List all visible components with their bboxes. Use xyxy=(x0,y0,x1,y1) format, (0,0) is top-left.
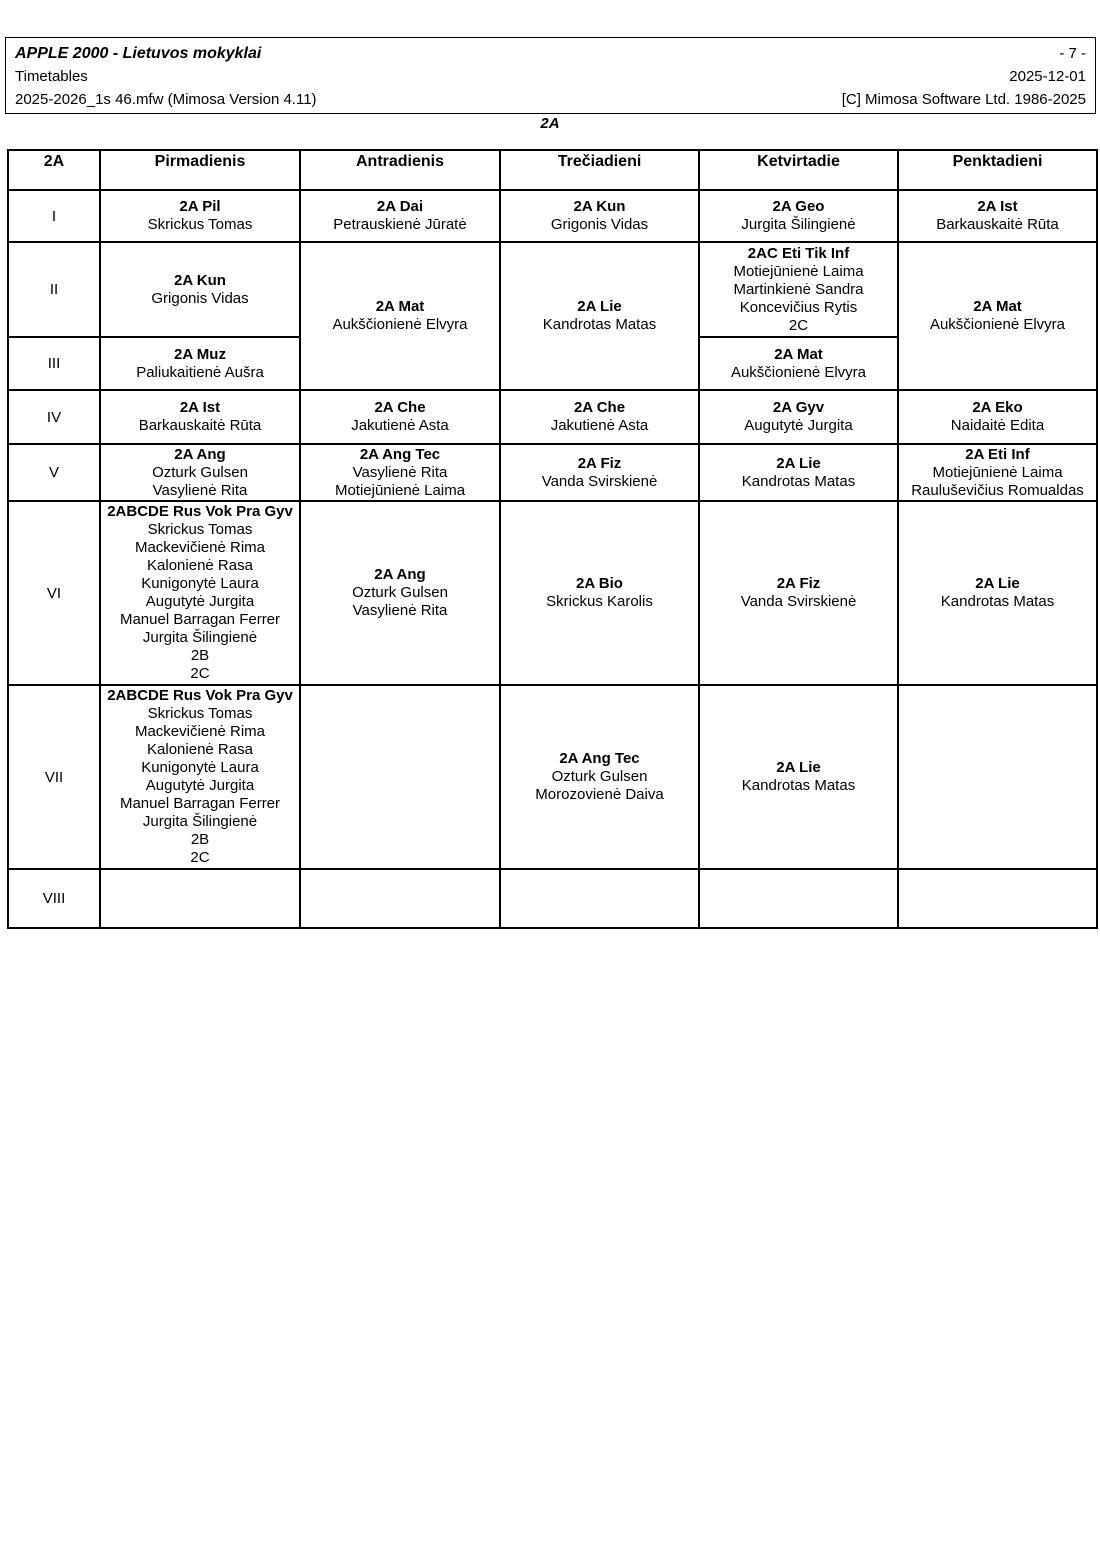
teacher-name: Paliukaitienė Aušra xyxy=(136,363,264,381)
teacher-name: Petrauskienė Jūratė xyxy=(333,216,467,233)
teacher-name: Mackevičienė Rima xyxy=(134,723,266,740)
lesson-title: 2A Pil xyxy=(179,198,221,215)
lesson-title: 2A Che xyxy=(573,399,626,416)
teacher-name: Kalonienė Rasa xyxy=(147,741,253,758)
empty-cell xyxy=(699,869,898,928)
lesson-title: 2A Mat xyxy=(375,298,425,315)
lesson-title: 2A Ang Tec xyxy=(359,445,441,463)
teacher-name: Kunigonytė Laura xyxy=(141,759,259,776)
teacher-name: Skrickus Tomas xyxy=(147,521,253,538)
teacher-name: Ozturk Gulsen xyxy=(152,463,248,481)
teacher-name: Grigonis Vidas xyxy=(550,216,649,233)
report-file-info: 2025-2026_1s 46.mfw (Mimosa Version 4.11) xyxy=(15,91,317,108)
timetable-row xyxy=(8,242,1097,337)
teacher-name: Martinkienė Sandra xyxy=(733,280,864,298)
lesson-title: 2A Kun xyxy=(573,198,626,215)
timetable-cell xyxy=(500,685,699,869)
timetable-cell xyxy=(500,242,699,390)
timetable-row xyxy=(8,501,1097,685)
page-header xyxy=(5,37,1096,114)
timetable-row xyxy=(8,444,1097,501)
lesson-title: 2A Ang xyxy=(174,445,226,463)
teacher-name: 2C xyxy=(190,849,210,866)
teacher-name: 2B xyxy=(190,831,210,848)
timetable-row xyxy=(8,190,1097,242)
lesson-title: 2A Muz xyxy=(174,345,226,363)
page-title: 2A xyxy=(540,115,560,132)
teacher-name: Naidaitė Edita xyxy=(950,417,1045,434)
teacher-name: Jakutienė Asta xyxy=(550,417,649,434)
timetable-cell xyxy=(100,501,300,685)
lesson-title: 2A Fiz xyxy=(577,454,622,472)
lesson-title: 2A Bio xyxy=(576,575,623,592)
teacher-name: Mackevičienė Rima xyxy=(134,539,266,556)
lesson-title: 2A Lie xyxy=(975,575,1020,592)
empty-cell xyxy=(898,869,1097,928)
timetable-cell xyxy=(100,685,300,869)
timetable-cell xyxy=(300,190,500,242)
timetable xyxy=(7,149,1098,929)
timetable-row xyxy=(8,390,1097,444)
page-header-left xyxy=(15,42,317,111)
period-label: VII xyxy=(8,685,100,869)
teacher-name: Rauluševičius Romualdas xyxy=(911,481,1084,499)
lesson-title: 2A Mat xyxy=(774,345,823,363)
empty-cell xyxy=(898,685,1097,869)
timetable-cell xyxy=(898,501,1097,685)
timetable-cell xyxy=(699,685,898,869)
teacher-name: Ozturk Gulsen xyxy=(352,584,448,601)
timetable-cell xyxy=(699,390,898,444)
day-header: Ketvirtadie xyxy=(699,150,898,190)
timetable-cell xyxy=(100,337,300,390)
lesson-title: 2A Ist xyxy=(179,399,221,416)
teacher-name: Motiejūnienė Laima xyxy=(334,481,466,499)
teacher-name: Barkauskaitė Rūta xyxy=(138,417,262,434)
teacher-name: Vanda Svirskienė xyxy=(740,593,857,610)
timetable-cell xyxy=(500,190,699,242)
lesson-title: 2A Eti Inf xyxy=(965,445,1030,463)
lesson-title: 2A Fiz xyxy=(776,575,821,592)
timetable-cell xyxy=(898,444,1097,501)
teacher-name: Aukščionienė Elvyra xyxy=(332,316,468,333)
timetable-cell xyxy=(898,390,1097,444)
timetable-cell xyxy=(300,501,500,685)
lesson-title: 2A Che xyxy=(374,399,426,416)
timetable-cell xyxy=(500,501,699,685)
teacher-name: Augutytė Jurgita xyxy=(744,417,853,434)
teacher-name: Motiejūnienė Laima xyxy=(733,262,864,280)
timetable-cell xyxy=(100,242,300,337)
teacher-name: Vasylienė Rita xyxy=(352,463,448,481)
teacher-name: Augutytė Jurgita xyxy=(145,777,255,794)
timetable-corner-header: 2A xyxy=(8,150,100,190)
teacher-name: Aukščionienė Elvyra xyxy=(730,363,867,381)
teacher-name: Vasylienė Rita xyxy=(152,481,248,499)
lesson-title: 2A Mat xyxy=(973,298,1022,315)
teacher-name: Augutytė Jurgita xyxy=(145,593,255,610)
period-label: VI xyxy=(8,501,100,685)
timetable-cell xyxy=(100,390,300,444)
lesson-title: 2ABCDE Rus Vok Pra Gyv xyxy=(107,687,293,704)
lesson-title: 2A Ang xyxy=(374,566,426,583)
day-header: Penktadieni xyxy=(898,150,1097,190)
timetable-body xyxy=(8,190,1097,928)
empty-cell xyxy=(300,869,500,928)
teacher-name: Ozturk Gulsen xyxy=(551,768,648,785)
report-title: APPLE 2000 - Lietuvos mokyklai xyxy=(15,45,262,62)
teacher-name: Vasylienė Rita xyxy=(352,602,448,619)
teacher-name: Manuel Barragan Ferrer xyxy=(119,795,281,812)
teacher-name: Koncevičius Rytis xyxy=(739,298,858,316)
day-header: Pirmadienis xyxy=(100,150,300,190)
timetable-cell xyxy=(300,444,500,501)
teacher-name: Kandrotas Matas xyxy=(741,472,856,490)
teacher-name: Jurgita Šilingienė xyxy=(741,216,856,233)
timetable-cell xyxy=(300,390,500,444)
period-label: I xyxy=(8,190,100,242)
teacher-name: Jurgita Šilingienė xyxy=(142,813,258,830)
period-label: IV xyxy=(8,390,100,444)
timetable-row xyxy=(8,869,1097,928)
day-header: Trečiadieni xyxy=(500,150,699,190)
period-label: V xyxy=(8,444,100,501)
teacher-name: Vanda Svirskienė xyxy=(541,472,658,490)
timetable-cell xyxy=(699,242,898,337)
timetable-cell xyxy=(500,444,699,501)
empty-cell xyxy=(300,685,500,869)
teacher-name: Skrickus Tomas xyxy=(147,705,253,722)
teacher-name: Grigonis Vidas xyxy=(151,289,249,307)
day-header: Antradienis xyxy=(300,150,500,190)
timetable-cell xyxy=(699,444,898,501)
timetable-cell xyxy=(500,390,699,444)
lesson-title: 2A Geo xyxy=(772,198,825,215)
period-label: VIII xyxy=(8,869,100,928)
lesson-title: 2A Lie xyxy=(776,454,821,472)
teacher-name: 2C xyxy=(190,665,210,682)
timetable-cell xyxy=(100,444,300,501)
teacher-name: Manuel Barragan Ferrer xyxy=(119,611,281,628)
teacher-name: Barkauskaitė Rūta xyxy=(936,216,1059,233)
lesson-title: 2A Eko xyxy=(972,399,1023,416)
lesson-title: 2A Ang Tec xyxy=(559,750,640,767)
page-number: - 7 - xyxy=(1059,45,1086,62)
timetable-cell xyxy=(300,242,500,390)
teacher-name: Skrickus Tomas xyxy=(147,216,253,233)
page-header-right xyxy=(842,42,1086,111)
teacher-name: Motiejūnienė Laima xyxy=(932,463,1063,481)
lesson-title: 2A Kun xyxy=(174,271,226,289)
teacher-name: 2C xyxy=(788,316,809,334)
teacher-name: 2B xyxy=(190,647,210,664)
copyright-notice: [C] Mimosa Software Ltd. 1986-2025 xyxy=(841,91,1086,108)
teacher-name: Kandrotas Matas xyxy=(741,777,856,794)
lesson-title: 2A Lie xyxy=(577,298,622,315)
timetable-cell xyxy=(898,242,1097,390)
period-label: II xyxy=(8,242,100,337)
timetable-cell xyxy=(699,337,898,390)
empty-cell xyxy=(500,869,699,928)
timetable-head xyxy=(8,150,1097,190)
teacher-name: Morozovienė Daiva xyxy=(535,786,664,803)
lesson-title: 2AC Eti Tik Inf xyxy=(747,244,850,262)
period-label: III xyxy=(8,337,100,390)
teacher-name: Kandrotas Matas xyxy=(940,593,1055,610)
lesson-title: 2ABCDE Rus Vok Pra Gyv xyxy=(107,503,293,520)
report-date: 2025-12-01 xyxy=(1009,68,1086,85)
lesson-title: 2A Ist xyxy=(977,198,1018,215)
timetable-header-row xyxy=(8,150,1097,190)
teacher-name: Jakutienė Asta xyxy=(351,417,449,434)
teacher-name: Kunigonytė Laura xyxy=(141,575,259,592)
timetable-cell xyxy=(699,501,898,685)
teacher-name: Aukščionienė Elvyra xyxy=(929,316,1066,333)
timetable-cell xyxy=(699,190,898,242)
teacher-name: Kalonienė Rasa xyxy=(147,557,253,574)
lesson-title: 2A Dai xyxy=(376,198,424,215)
timetable-cell xyxy=(100,190,300,242)
teacher-name: Skrickus Karolis xyxy=(546,593,653,610)
timetable-cell xyxy=(898,190,1097,242)
empty-cell xyxy=(100,869,300,928)
teacher-name: Jurgita Šilingienė xyxy=(142,629,258,646)
lesson-title: 2A Gyv xyxy=(772,399,825,416)
timetable-row xyxy=(8,685,1097,869)
teacher-name: Kandrotas Matas xyxy=(542,316,657,333)
lesson-title: 2A Lie xyxy=(776,759,821,776)
report-subtitle: Timetables xyxy=(15,68,88,85)
